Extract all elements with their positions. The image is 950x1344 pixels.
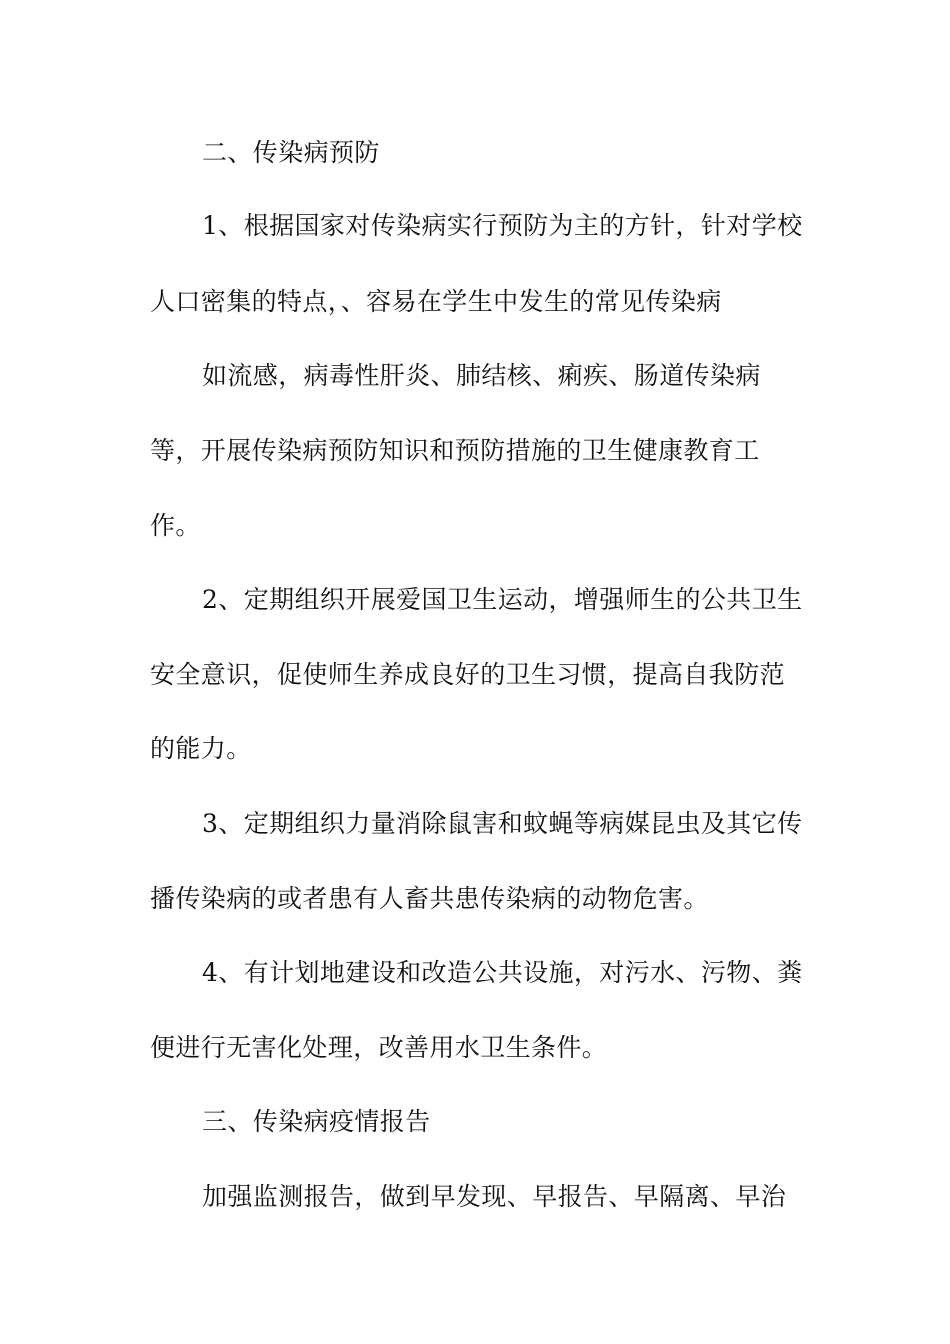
paragraph-line: 安全意识，促使师生养成良好的卫生习惯，提高自我防范 xyxy=(150,660,786,689)
paragraph-line: 1、根据国家对传染病实行预防为主的方针，针对学校 xyxy=(202,211,803,240)
paragraph-line: 的能力。 xyxy=(150,734,252,763)
paragraph-line: 2、定期组织开展爱国卫生运动，增强师生的公共卫生 xyxy=(202,585,803,614)
paragraph-line: 加强监测报告，做到早发现、早报告、早隔离、早治 xyxy=(202,1182,787,1211)
paragraph-line: 便进行无害化处理，改善用水卫生条件。 xyxy=(150,1033,608,1062)
paragraph-line: 如流感，病毒性肝炎、肺结核、痢疾、肠道传染病 xyxy=(202,361,761,390)
section-heading-reporting: 三、传染病疫情报告 xyxy=(202,1107,431,1136)
paragraph-line: 4、有计划地建设和改造公共设施，对污水、污物、粪 xyxy=(202,958,803,987)
paragraph-line: 3、定期组织力量消除鼠害和蚊蝇等病媒昆虫及其它传 xyxy=(202,809,803,838)
paragraph-line: 播传染病的或者患有人畜共患传染病的动物危害。 xyxy=(150,884,709,913)
paragraph-line: 等，开展传染病预防知识和预防措施的卫生健康教育工 xyxy=(150,436,760,465)
section-heading-prevention: 二、传染病预防 xyxy=(202,138,380,167)
paragraph-line: 人口密集的特点，、容易在学生中发生的常见传染病 xyxy=(150,287,722,316)
paragraph-line: 作。 xyxy=(150,511,201,540)
